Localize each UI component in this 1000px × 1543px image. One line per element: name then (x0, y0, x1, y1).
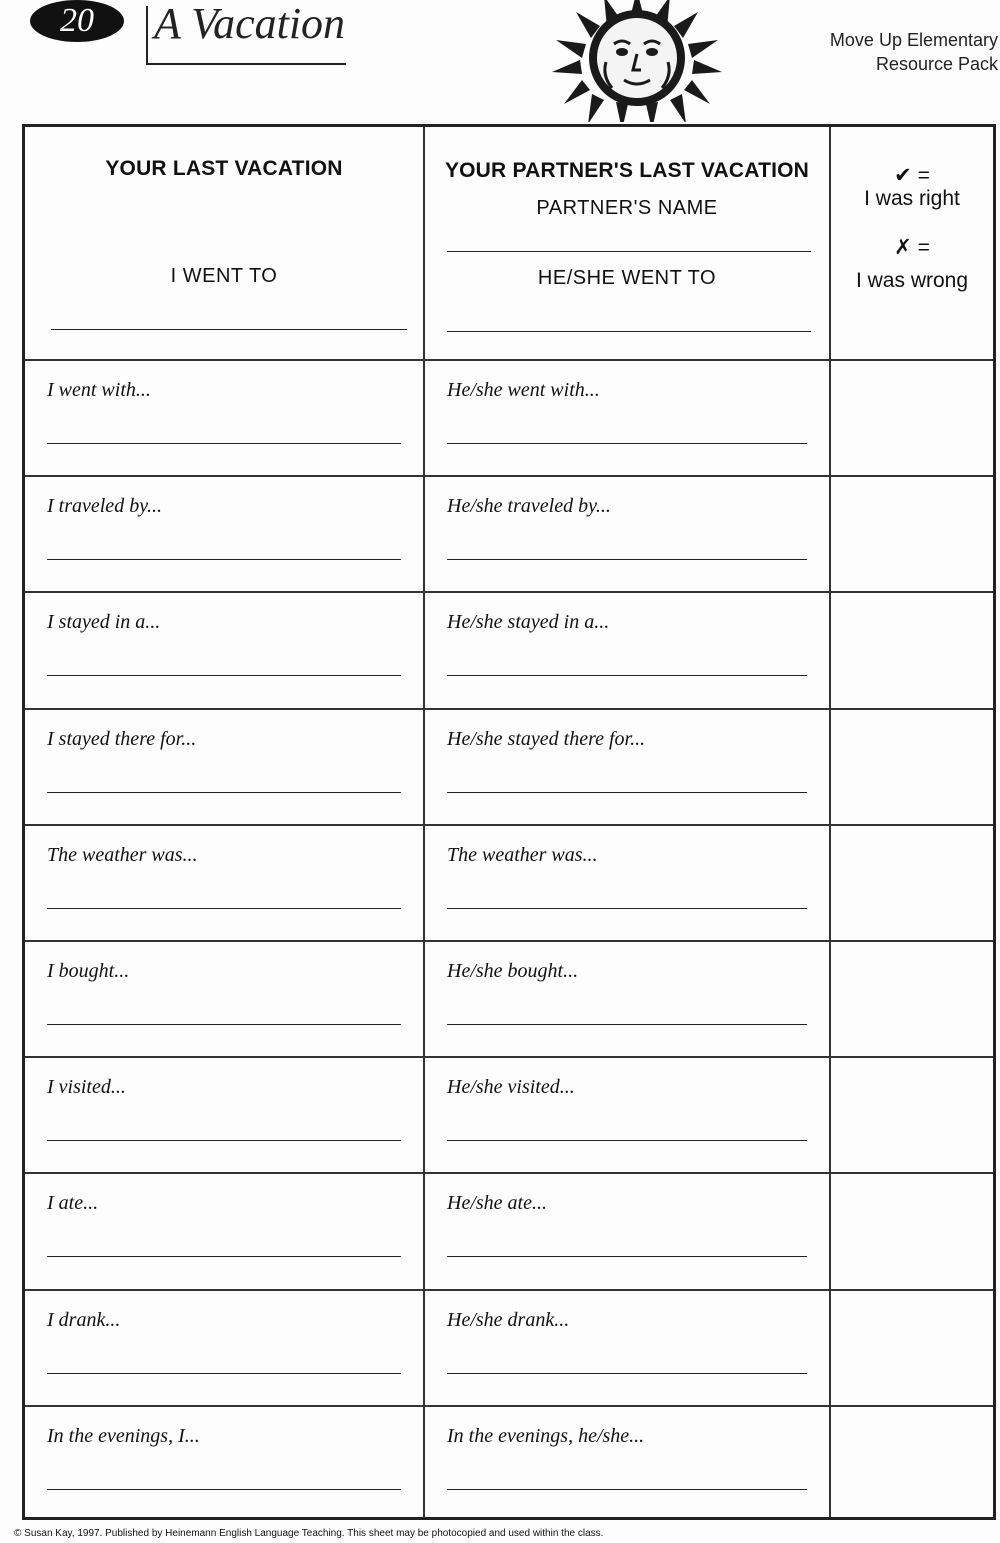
partner-answer-cell (425, 359, 829, 475)
check-mark-legend: ✔ = (894, 164, 930, 187)
partner-answer-line[interactable] (447, 1256, 807, 1257)
question-prompt: He/she visited... (447, 1076, 575, 1098)
your-answer-line[interactable] (47, 1373, 401, 1374)
your-answer-cell (25, 359, 423, 475)
question-prompt: In the evenings, I... (47, 1425, 200, 1447)
vacation-table (22, 124, 996, 1520)
your-answer-cell (25, 824, 423, 940)
question-prompt: The weather was... (447, 844, 598, 866)
partner-vacation-header (425, 127, 829, 359)
partner-answer-line[interactable] (447, 792, 807, 793)
your-vacation-title: YOUR LAST VACATION (105, 157, 343, 180)
your-answer-line[interactable] (47, 1489, 401, 1490)
partner-name-answer-line[interactable] (447, 251, 811, 252)
question-prompt: I drank... (47, 1309, 121, 1331)
question-prompt: He/she stayed there for... (447, 728, 646, 750)
right-wrong-mark-cell[interactable] (831, 1289, 993, 1405)
partner-answer-line[interactable] (447, 675, 807, 676)
question-prompt: He/she bought... (447, 960, 579, 982)
your-answer-line[interactable] (47, 1140, 401, 1141)
cross-mark-legend: ✗ = (894, 236, 930, 259)
your-answer-cell (25, 1405, 423, 1521)
right-wrong-mark-cell[interactable] (831, 1405, 993, 1521)
worksheet-title: A Vacation (154, 0, 346, 48)
partner-answer-cell (425, 1289, 829, 1405)
partner-answer-line[interactable] (447, 1489, 807, 1490)
question-prompt: I stayed there for... (47, 728, 197, 750)
your-answer-line[interactable] (47, 1256, 401, 1257)
question-prompt: I visited... (47, 1076, 126, 1098)
your-answer-cell (25, 940, 423, 1056)
partner-answer-cell (425, 708, 829, 824)
copyright-footer: © Susan Kay, 1997. Published by Heinemann English Language Teaching. This sheet may be photocopied and used within the class. (14, 1528, 604, 1539)
partners-name-label: PARTNER'S NAME (536, 197, 718, 219)
question-prompt: In the evenings, he/she... (447, 1425, 645, 1447)
partner-answer-cell (425, 591, 829, 707)
partner-vacation-title: YOUR PARTNER'S LAST VACATION (444, 159, 810, 182)
publisher-line-1: Move Up Elementary (829, 30, 998, 50)
partner-answer-cell (425, 1056, 829, 1172)
partner-answer-line[interactable] (447, 1024, 807, 1025)
question-prompt: I went with... (47, 379, 151, 401)
partner-answer-cell (425, 940, 829, 1056)
your-answer-cell (25, 1289, 423, 1405)
right-wrong-mark-cell[interactable] (831, 1172, 993, 1288)
your-answer-cell (25, 1172, 423, 1288)
partner-answer-cell (425, 475, 829, 591)
right-wrong-mark-cell[interactable] (831, 824, 993, 940)
right-wrong-mark-cell[interactable] (831, 475, 993, 591)
question-prompt: He/she ate... (447, 1192, 547, 1214)
i-was-wrong-label: I was wrong (855, 269, 969, 292)
question-prompt: The weather was... (47, 844, 198, 866)
your-answer-line[interactable] (47, 443, 401, 444)
partner-answer-cell (425, 824, 829, 940)
question-prompt: He/she traveled by... (447, 495, 611, 517)
your-answer-line[interactable] (47, 559, 401, 560)
partner-answer-cell (425, 1172, 829, 1288)
question-prompt: I traveled by... (47, 495, 162, 517)
partner-answer-line[interactable] (447, 559, 807, 560)
right-wrong-mark-cell[interactable] (831, 940, 993, 1056)
your-answer-line[interactable] (47, 675, 401, 676)
legend-cell (831, 127, 993, 359)
question-prompt: I bought... (47, 960, 130, 982)
partner-answer-cell (425, 1405, 829, 1521)
question-prompt: He/she stayed in a... (447, 611, 610, 633)
he-she-went-to-label: HE/SHE WENT TO (537, 267, 717, 289)
title-underline (146, 63, 346, 65)
your-answer-cell (25, 475, 423, 591)
i-was-right-label: I was right (864, 187, 960, 210)
right-wrong-mark-cell[interactable] (831, 708, 993, 824)
your-answer-line[interactable] (47, 1024, 401, 1025)
publisher-label (830, 28, 998, 76)
table-grid (25, 127, 993, 1517)
partner-answer-line[interactable] (447, 1373, 807, 1374)
partner-answer-line[interactable] (447, 1140, 807, 1141)
your-answer-line[interactable] (47, 908, 401, 909)
worksheet-number-badge: 20 (30, 0, 124, 42)
question-prompt: He/she drank... (447, 1309, 570, 1331)
your-answer-line[interactable] (47, 792, 401, 793)
right-wrong-mark-cell[interactable] (831, 1056, 993, 1172)
your-vacation-header (25, 127, 423, 359)
right-wrong-mark-cell[interactable] (831, 359, 993, 475)
your-answer-cell (25, 591, 423, 707)
i-went-to-label: I WENT TO (170, 265, 278, 287)
question-prompt: I ate... (47, 1192, 99, 1214)
partner-answer-line[interactable] (447, 908, 807, 909)
right-wrong-mark-cell[interactable] (831, 591, 993, 707)
sun-face-icon (550, 0, 725, 122)
question-prompt: He/she went with... (447, 379, 600, 401)
destination-answer-line[interactable] (51, 329, 407, 330)
partner-destination-answer-line[interactable] (447, 331, 811, 332)
your-answer-cell (25, 708, 423, 824)
publisher-line-2: Resource Pack (875, 54, 998, 74)
partner-answer-line[interactable] (447, 443, 807, 444)
question-prompt: I stayed in a... (47, 611, 161, 633)
title-rule (146, 6, 148, 64)
your-answer-cell (25, 1056, 423, 1172)
